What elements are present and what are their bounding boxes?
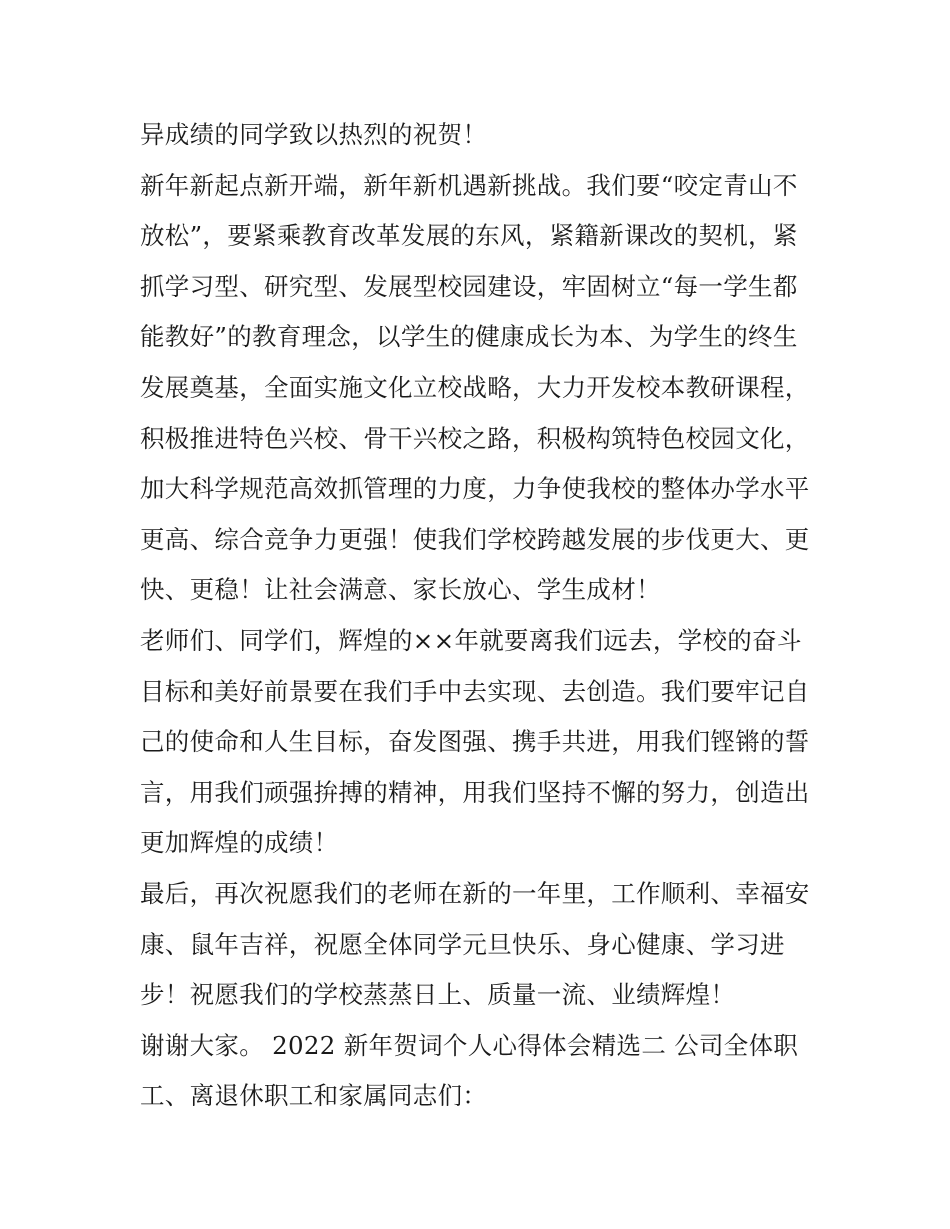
text-line: 积极推进特色兴校、骨干兴校之路，积极构筑特色校园文化， <box>140 423 810 453</box>
text-line: 老师们、同学们，辉煌的××年就要离我们远去，学校的奋斗 <box>140 625 802 655</box>
text-line: 快、更稳！让社会满意、家长放心、学生成材！ <box>140 575 661 605</box>
text-line: 新年新起点新开端，新年新机遇新挑战。我们要“咬定青山不 <box>140 170 798 200</box>
document-body <box>140 110 820 1122</box>
text-line: 发展奠基，全面实施文化立校战略，大力开发校本教研课程， <box>140 372 810 402</box>
text-line: 更加辉煌的成绩！ <box>140 828 339 858</box>
text-line: 目标和美好前景要在我们手中去实现、去创造。我们要牢记自 <box>140 676 810 706</box>
text-line: 加大科学规范高效抓管理的力度，力争使我校的整体办学水平 <box>140 474 810 504</box>
text-line: 言，用我们顽强拚搏的精神，用我们坚持不懈的努力，创造出 <box>140 777 810 807</box>
text-line: 能教好”的教育理念，以学生的健康成长为本、为学生的终生 <box>140 322 798 352</box>
text-line: 放松”，要紧乘教育改革发展的东风，紧籍新课改的契机，紧 <box>140 221 798 251</box>
text-line: 异成绩的同学致以热烈的祝贺！ <box>140 120 488 149</box>
text-line: 康、鼠年吉祥，祝愿全体同学元旦快乐、身心健康、学习进 <box>140 929 785 959</box>
text-line: 步！祝愿我们的学校蒸蒸日上、质量一流、业绩辉煌！ <box>140 980 736 1010</box>
text-line: 抓学习型、研究型、发展型校园建设，牢固树立“每一学生都 <box>140 271 798 301</box>
text-line: 工、离退休职工和家属同志们： <box>140 1081 488 1111</box>
text-line: 更高、综合竞争力更强！使我们学校跨越发展的步伐更大、更 <box>140 524 810 554</box>
text-line: 最后，再次祝愿我们的老师在新的一年里，工作顺利、幸福安 <box>140 878 810 908</box>
text-line: 己的使命和人生目标，奋发图强、携手共进，用我们铿锵的誓 <box>140 727 810 757</box>
text-line: 谢谢大家。 2022 新年贺词个人心得体会精选二 公司全体职 <box>140 1030 799 1060</box>
